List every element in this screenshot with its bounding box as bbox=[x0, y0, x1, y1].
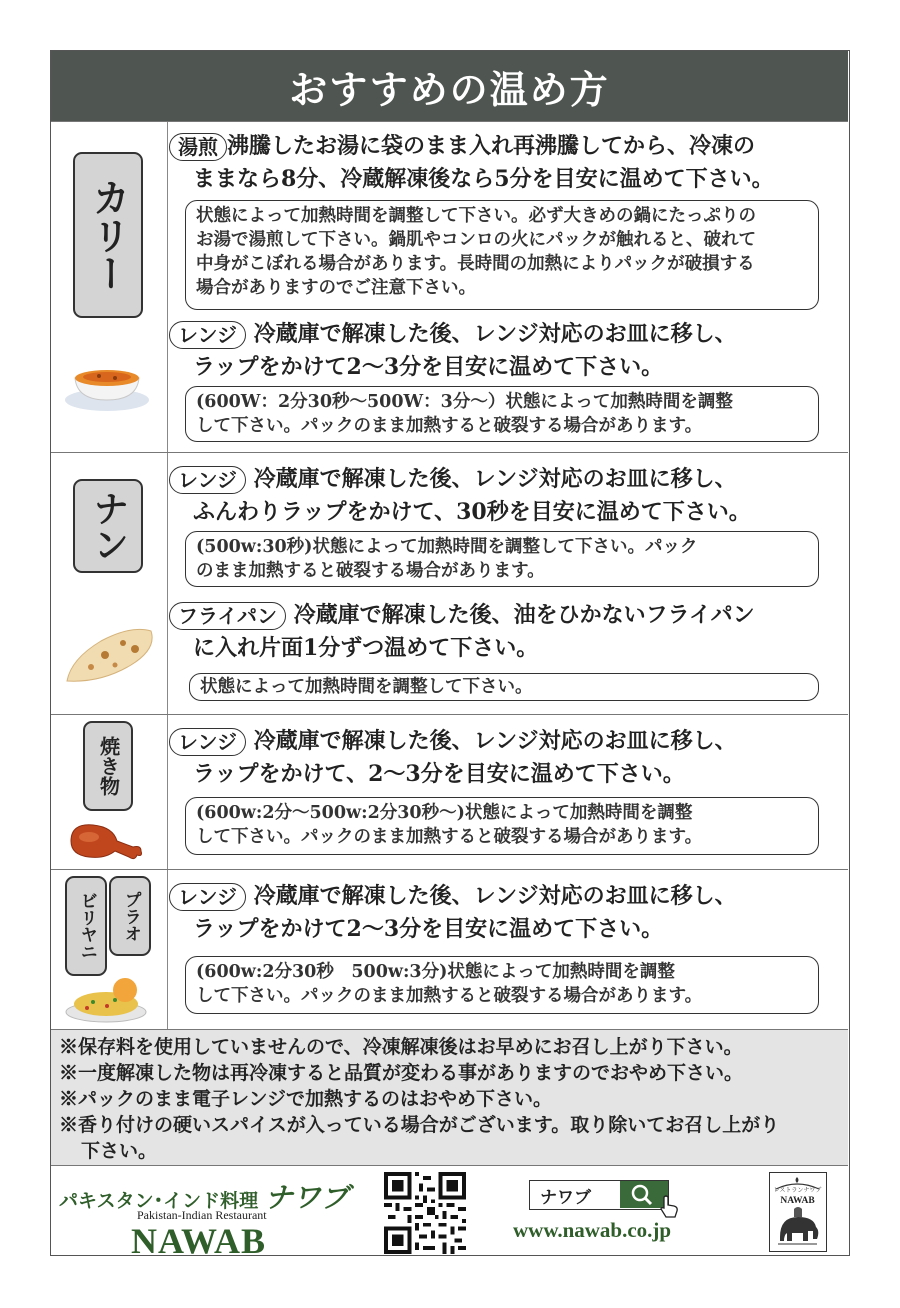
method-fryingpan: フライパン 冷蔵庫で解凍した後、油をひかないフライパン に入れ片面1分ずつ温めて下さい。 bbox=[169, 599, 842, 665]
section-curry bbox=[51, 121, 848, 452]
note-yusen: 状態によって加熱時間を調整して下さい。必ず大きめの鍋にたっぷりの お湯で湯煎して下さい。鍋肌やコンロの火にパックが触れると、破れて 中身がこぼれる場合があります。長時間の加熱によりパックが破損する 場合がありますのでご注意下さい。 bbox=[185, 200, 819, 310]
footnote: ※保存料を使用していませんので、冷凍解凍後はお早めにお召し上がり下さい。 bbox=[59, 1036, 743, 1058]
category-curry: カリー bbox=[73, 152, 143, 318]
footer bbox=[51, 1165, 848, 1261]
footnote: ※一度解凍した物は再冷凍すると品質が変わる事がありますのでおやめ下さい。 bbox=[59, 1062, 744, 1084]
method-range-rice: レンジ 冷蔵庫で解凍した後、レンジ対応のお皿に移し、 ラップをかけて2～3分を目安に温めて下さい。 bbox=[169, 880, 842, 946]
brand-subtitle: Pakistan-Indian Restaurant bbox=[137, 1208, 267, 1222]
brand-japanese: パキスタン･インド料理 ナワブ bbox=[59, 1181, 349, 1214]
qr-code-icon[interactable] bbox=[384, 1172, 466, 1254]
method-range-naan: レンジ 冷蔵庫で解凍した後、レンジ対応のお皿に移し、 ふんわりラップをかけて、30秒を目安に温めて下さい。 bbox=[169, 463, 842, 529]
search-text: ナワブ bbox=[540, 1188, 591, 1208]
section-naan bbox=[51, 452, 848, 714]
naan-icon bbox=[61, 619, 157, 689]
menu-sheet bbox=[50, 50, 850, 1261]
method-range-curry: レンジ 冷蔵庫で解凍した後、レンジ対応のお皿に移し、 ラップをかけて2～3分を目安に温めて下さい。 bbox=[169, 318, 842, 384]
elephant-logo-icon bbox=[770, 1173, 825, 1250]
tag-yusen: 湯煎 bbox=[169, 133, 227, 161]
cursor-hand-icon bbox=[658, 1195, 680, 1219]
note-range-grilled: (600w:2分～500w:2分30秒～)状態によって加熱時間を調整 して下さい。パックのまま加熱すると破裂する場合があります。 bbox=[185, 797, 819, 855]
note-range-naan: (500w:30秒)状態によって加熱時間を調整して下さい。パック のまま加熱すると破裂する場合があります。 bbox=[185, 531, 819, 587]
tag-fryingpan: フライパン bbox=[169, 602, 286, 630]
tag-range: レンジ bbox=[169, 728, 246, 756]
chicken-leg-icon bbox=[65, 819, 145, 863]
footnote: ※パックのまま電子レンジで加熱するのはおやめ下さい。 bbox=[59, 1088, 553, 1110]
tag-range: レンジ bbox=[169, 883, 246, 911]
footnote: 下さい。 bbox=[81, 1140, 158, 1162]
method-yusen: 湯煎 沸騰したお湯に袋のまま入れ再沸騰してから、冷凍の ままなら8分、冷蔵解凍後なら5分を目安に温めて下さい。 bbox=[169, 130, 842, 196]
tag-range: レンジ bbox=[169, 466, 246, 494]
category-naan: ナン bbox=[73, 479, 143, 573]
note-range-curry: (600W：2分30秒～500W：3分～）状態によって加熱時間を調整 して下さい。パックのまま加熱すると破裂する場合があります。 bbox=[185, 386, 819, 442]
nawab-logo bbox=[769, 1172, 827, 1252]
section-rice bbox=[51, 869, 848, 1029]
note-range-rice: (600w:2分30秒 500w:3分)状態によって加熱時間を調整 して下さい。パックのまま加熱すると破裂する場合があります。 bbox=[185, 956, 819, 1014]
method-range-grilled: レンジ 冷蔵庫で解凍した後、レンジ対応のお皿に移し、 ラップをかけて、2～3分を目安に温めて下さい。 bbox=[169, 725, 842, 791]
website-link[interactable]: www.nawab.co.jp bbox=[513, 1218, 672, 1242]
search-box[interactable] bbox=[529, 1180, 669, 1210]
footnotes bbox=[51, 1029, 848, 1165]
tag-range: レンジ bbox=[169, 321, 246, 349]
curry-bowl-icon bbox=[63, 354, 151, 414]
biryani-plate-icon bbox=[63, 972, 149, 1024]
page-title: おすすめの温め方 bbox=[51, 51, 848, 121]
section-grilled bbox=[51, 714, 848, 869]
note-fryingpan: 状態によって加熱時間を調整して下さい。 bbox=[189, 673, 819, 701]
category-biryani: ビリヤニ bbox=[65, 876, 107, 976]
brand-name: NAWAB bbox=[131, 1221, 267, 1261]
logo-bottom-text: NAWAB bbox=[780, 1196, 815, 1206]
logo-top-text: レストランナワブ bbox=[773, 1187, 822, 1194]
footnote: ※香り付けの硬いスパイスが入っている場合がございます。取り除いてお召し上がり bbox=[59, 1114, 780, 1136]
category-grilled: 焼き物 bbox=[83, 721, 133, 811]
category-pulao: プラオ bbox=[109, 876, 151, 956]
